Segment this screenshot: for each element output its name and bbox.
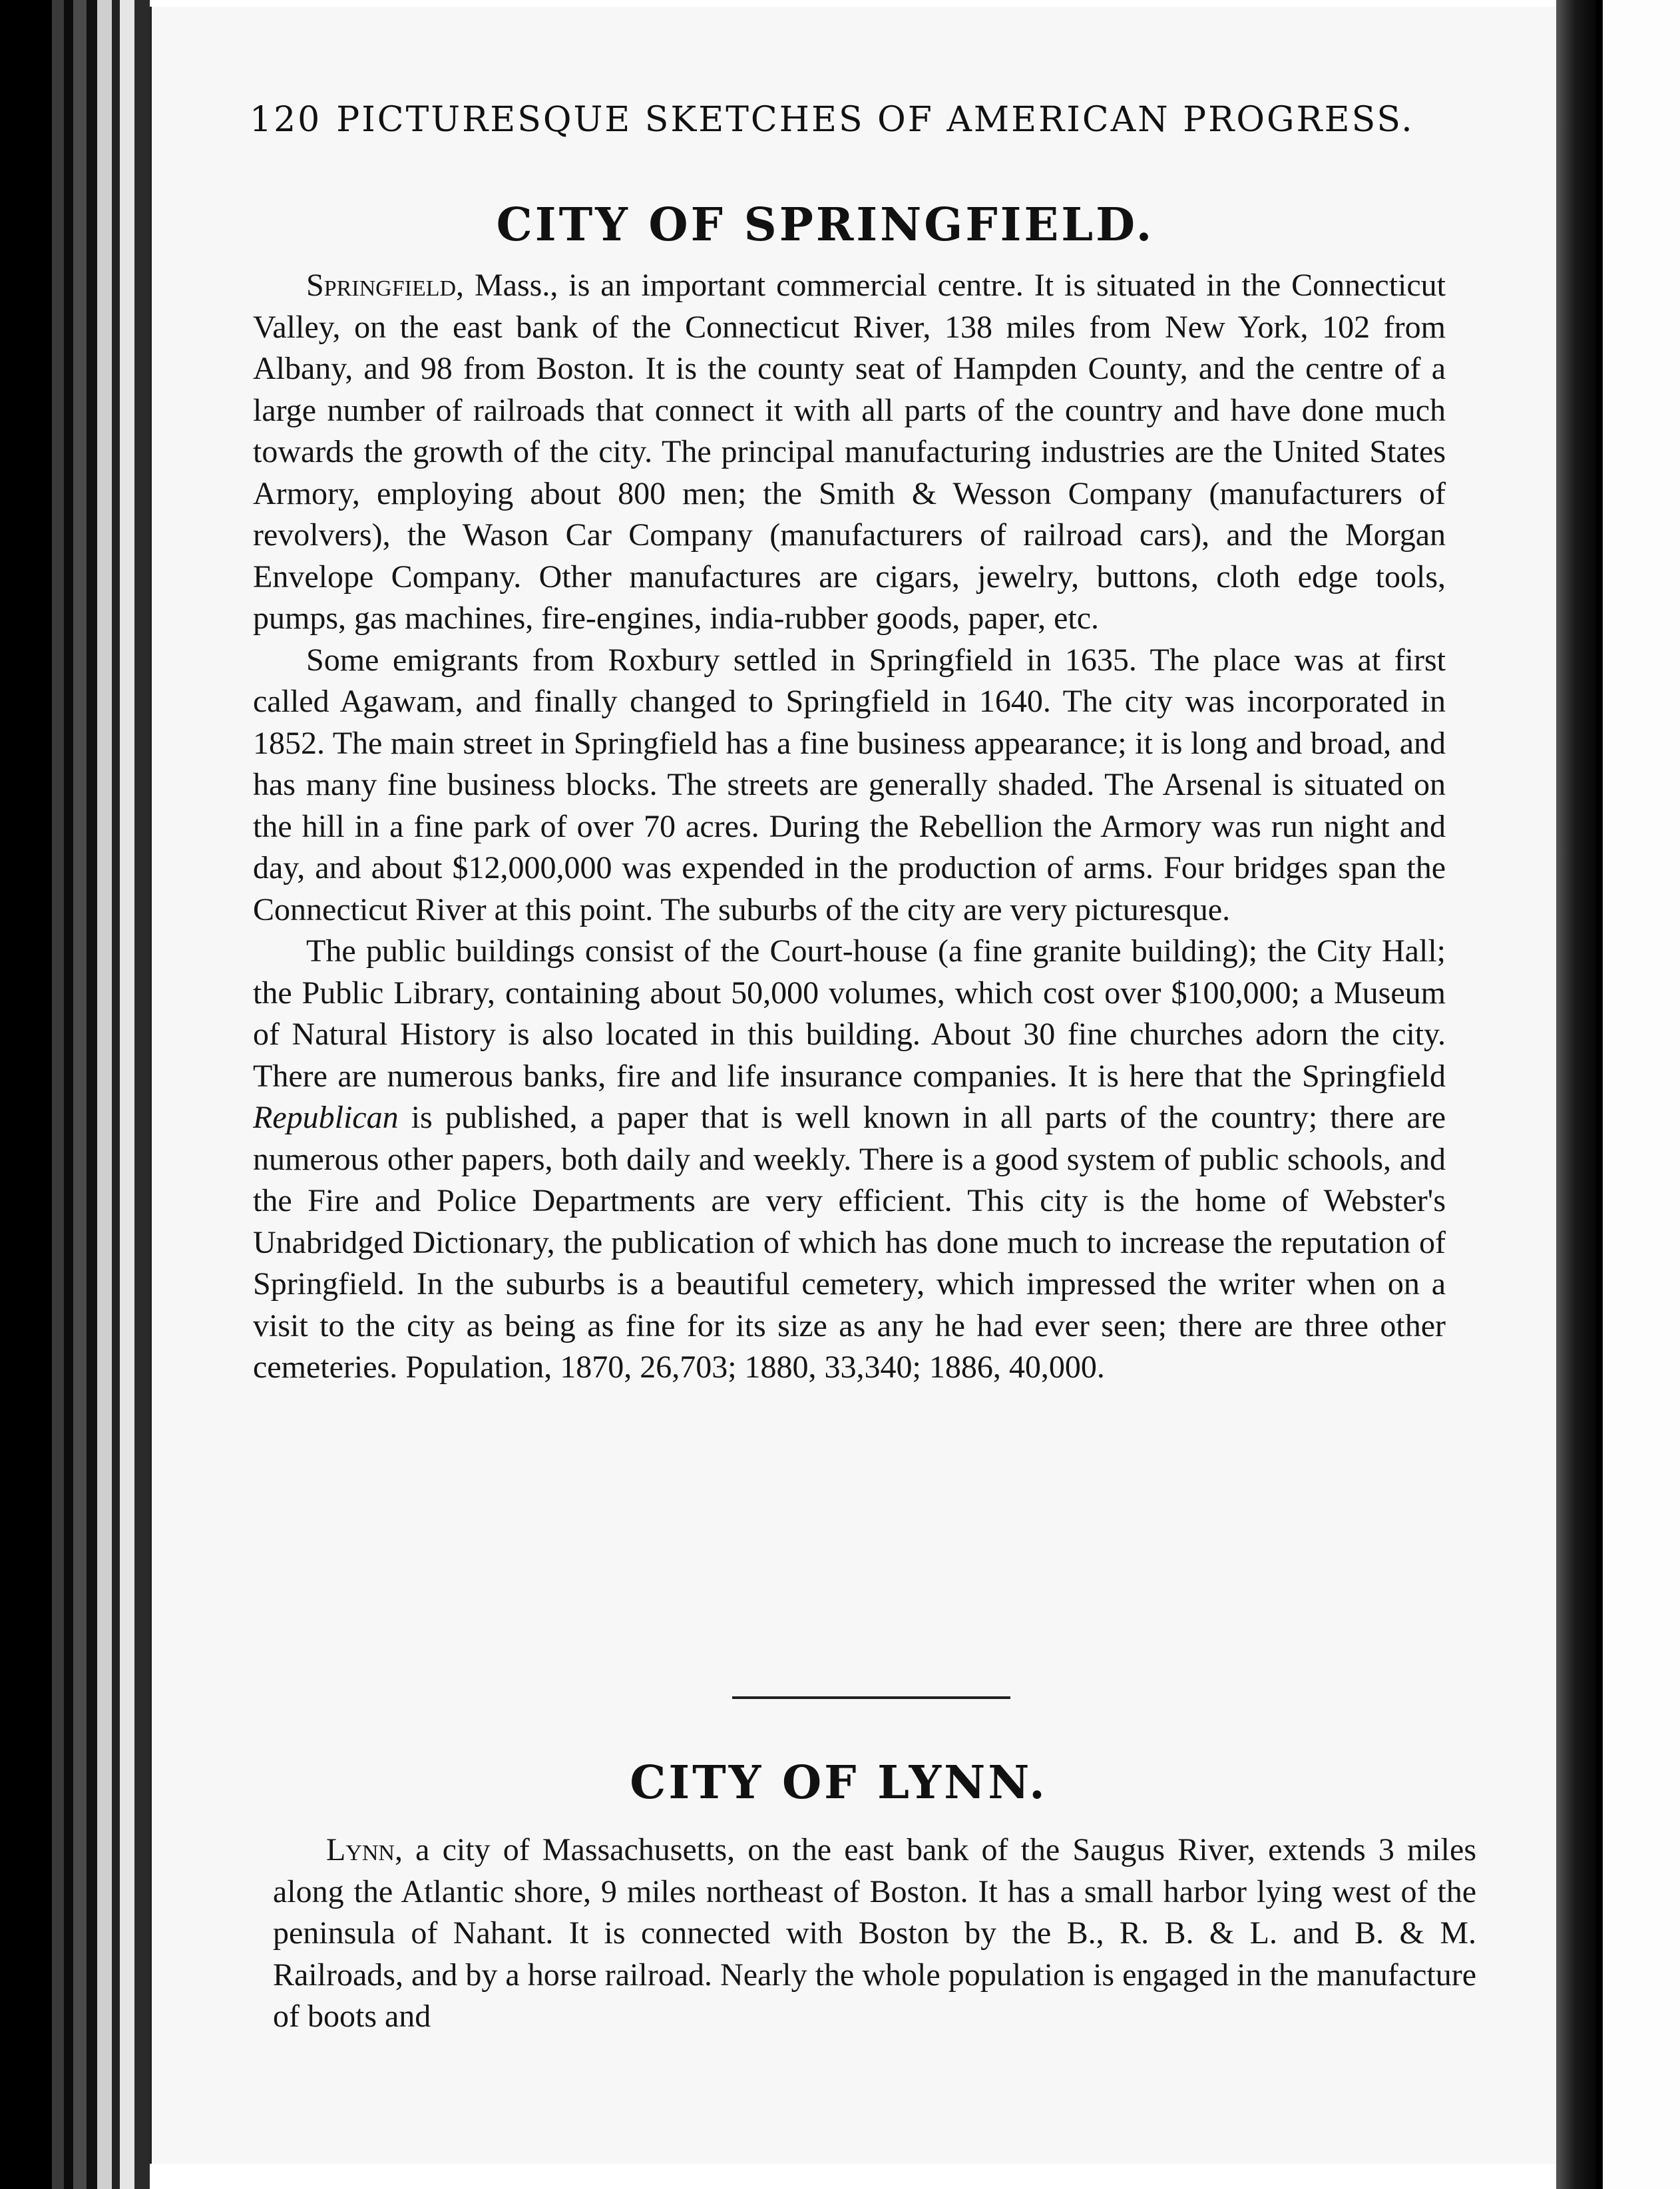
springfield-paragraph-2: Some emigrants from Roxbury settled in Springfield in 1635. The place was at first called Agawam, and finally changed to Springfield in 1640. The city was incorporated in 1852. The main street in Springfield has a fine business appearance; it is long and broad, and has many fine business blocks. The streets are generally shaded. The Arsenal is situated on the hill in a fine park of over 70 acres. During the Rebellion the Armory was run night and day, and about $12,000,000 was expended in the production of arms. Four bridges span the Connecticut River at this point. The suburbs of the city are very picturesque.: [253, 642, 1446, 927]
springfield-p3-a: The public buildings consist of the Court-house (a fine granite building); the City Hall; the Public Library, containing about 50,000 volumes, which cost over $100,000; a Museum of Natural History is also located in this building. About 30 fine churches adorn the city. There are numerous banks, fire and life insurance companies. It is here that the Springfield: [253, 933, 1446, 1094]
running-title: PICTURESQUE SKETCHES OF AMERICAN PROGRESS.: [336, 100, 1414, 140]
lynn-p1-text: , a city of Massachusetts, on the east bank of the Saugus River, extends 3 miles along the Atlantic shore, 9 miles northeast of Boston. It has a small harbor lying west of the peninsula of Nahant. It is connected with Boston by the B., R. B. & L. and B. & M. Railroads, and by a horse railroad. Nearly the whole population is engaged in the manufacture of boots and: [273, 1832, 1476, 2034]
section-title-springfield: CITY OF SPRINGFIELD.: [496, 198, 1155, 252]
running-header: [250, 100, 1414, 140]
newspaper-name: Republican: [253, 1100, 399, 1135]
springfield-p1-text: , Mass., is an important commercial centre. It is situated in the Connecticut Valley, on the east bank of the Connecticut River, 138 miles from New York, 102 from Albany, and 98 from Boston. It is the county seat of Hampden County, and the centre of a large number of railroads that connect it with all parts of the country and have done much towards the growth of the city. The principal manufacturing industries are the United States Armory, employing about 800 men; the Smith & Wesson Company (manufacturers of revolvers), the Wason Car Company (manufacturers of railroad cars), and the Morgan Envelope Company. Other manufactures are cigars, jewelry, buttons, cloth edge tools, pumps, gas machines, fire-engines, india-rubber goods, paper, etc.: [253, 268, 1446, 636]
springfield-p3-b: is published, a paper that is well known in all parts of the country; there are numerous other papers, both daily and weekly. There is a good system of public schools, and the Fire and Police Departments are very efficient. This city is the home of Webster's Unabridged Dictionary, the publication of which has done much to increase the reputation of Springfield. In the suburbs is a beautiful cemetery, which impressed the writer when on a visit to the city as being as fine for its size as any he had ever seen; there are three other cemeteries. Population, 1870, 26,703; 1880, 33,340; 1886, 40,000.: [253, 1100, 1446, 1385]
book-edge-stripe-8: [134, 0, 150, 2189]
lynn-lead-word: Lynn: [326, 1832, 395, 1867]
lynn-paragraph-1: [273, 1829, 1476, 2038]
next-page-margin: [1603, 0, 1680, 2189]
section-divider: [732, 1696, 1010, 1699]
springfield-body: [253, 265, 1446, 1389]
book-edge-stripe-4: [87, 0, 97, 2189]
springfield-paragraph-1: [253, 265, 1446, 640]
book-edge-dark: [0, 0, 52, 2189]
springfield-lead-word: Springfield: [306, 268, 457, 303]
book-edge-stripe-1: [52, 0, 64, 2189]
book-edge-stripe-5: [97, 0, 112, 2189]
book-edge-stripe-6: [112, 0, 120, 2189]
page-number: 120: [250, 100, 322, 140]
springfield-paragraph-3: [253, 931, 1446, 1389]
section-title-lynn: CITY OF LYNN.: [630, 1756, 1048, 1810]
lynn-body: [273, 1829, 1476, 2038]
book-edge-stripe-3: [73, 0, 87, 2189]
book-edge-stripe-2: [64, 0, 73, 2189]
book-edge-stripe-7: [120, 0, 134, 2189]
